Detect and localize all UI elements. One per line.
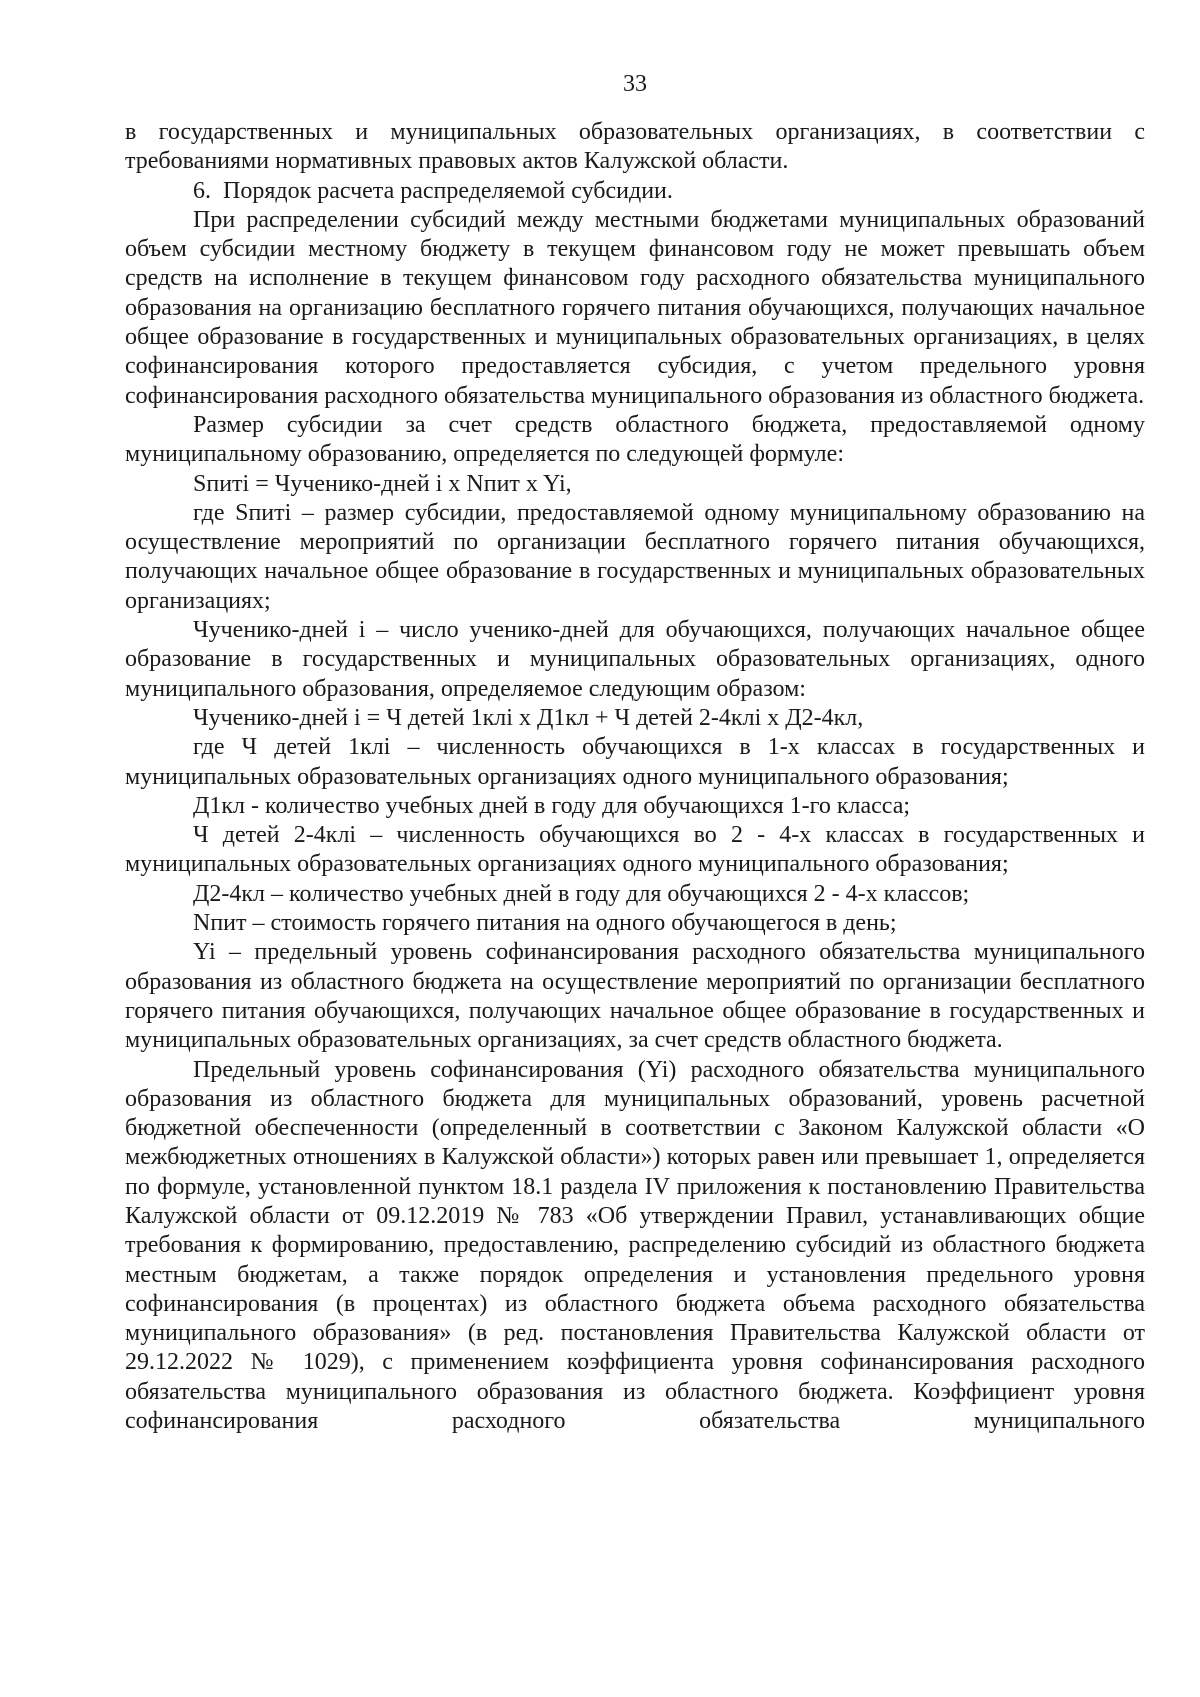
paragraph: Ч детей 2-4клi – численность обучающихся во 2 - 4-х классах в государственных и муниципальных образовательных организациях одного муниципального образования;	[125, 822, 1145, 878]
paragraph: Чученико-дней i – число ученико-дней для обучающихся, получающих начальное общее образование в государственных и муниципальных образовательных организациях, одного муниципального образования, определяемое следующим образом:	[125, 617, 1145, 702]
formula-line: Sпитi = Чученико-дней i x Nпит x Yi,	[193, 470, 572, 497]
paragraph: в государственных и муниципальных образовательных организациях, в соответствии с требованиями нормативных правовых актов Калужской области.	[125, 119, 1145, 175]
paragraph: Предельный уровень софинансирования (Yi) расходного обязательства муниципального образования из областного бюджета для муниципальных образований, уровень расчетной бюджетной обеспеченности (определенный в соответствии с Законом Калужской области «О межбюджетных отношениях в Калужской области») которых равен или превышает 1, определяется по формуле, установленной пунктом 18.1 раздела IV приложения к постановлению Правительства Калужской области от 09.12.2019 № 783 «Об утверждении Правил, устанавливающих общие требования к формированию, предоставлению, распределению субсидий из областного бюджета местным бюджетам, а также порядок определения и установления предельного уровня софинансирования (в процентах) из областного бюджета объема расходного обязательства муниципального образования» (в ред. постановления Правительства Калужской области от 29.12.2022 № 1029), с применением коэффициента уровня софинансирования расходного обязательства муниципального образования из областного бюджета. Коэффициент уровня софинансирования расходного обязательства муниципального	[125, 1056, 1145, 1435]
paragraph: Размер субсидии за счет средств областного бюджета, предоставляемой одному муниципальному образованию, определяется по следующей формуле:	[125, 411, 1145, 468]
paragraph: где Ч детей 1клi – численность обучающихся в 1-х классах в государственных и муниципальных образовательных организациях одного муниципального образования;	[125, 734, 1145, 790]
paragraph: Д2-4кл – количество учебных дней в году для обучающихся 2 - 4-х классов;	[193, 880, 970, 907]
paragraph: где Sпитi – размер субсидии, предоставляемой одному муниципальному образованию на осуществление мероприятий по организации бесплатного горячего питания обучающихся, получающих начальное общее образование в государственных и муниципальных образовательных организациях;	[125, 499, 1145, 614]
page-number: 33	[623, 71, 647, 97]
paragraph: Nпит – стоимость горячего питания на одного обучающегося в день;	[193, 910, 897, 937]
paragraph: Д1кл - количество учебных дней в году для обучающихся 1-го класса;	[193, 792, 911, 819]
paragraph: 6. Порядок расчета распределяемой субсидии.	[193, 177, 673, 204]
paragraph: Yi – предельный уровень софинансирования расходного обязательства муниципального образования из областного бюджета на осуществление мероприятий по организации бесплатного горячего питания обучающихся, получающих начальное общее образование в государственных и муниципальных образовательных организациях, за счет средств областного бюджета.	[125, 939, 1145, 1054]
document-body	[125, 118, 1145, 1436]
formula-line: Чученико-дней i = Ч детей 1клi x Д1кл + Ч детей 2-4клi x Д2-4кл,	[193, 704, 864, 731]
paragraph: При распределении субсидий между местными бюджетами муниципальных образований объем субсидии местному бюджету в текущем финансовом году не может превышать объем средств на исполнение в текущем финансовом году расходного обязательства муниципального образования на организацию бесплатного горячего питания обучающихся, получающих начальное общее образование в государственных и муниципальных образовательных организациях, в целях софинансирования которого предоставляется субсидия, с учетом предельного уровня софинансирования расходного обязательства муниципального образования из областного бюджета.	[125, 206, 1145, 409]
